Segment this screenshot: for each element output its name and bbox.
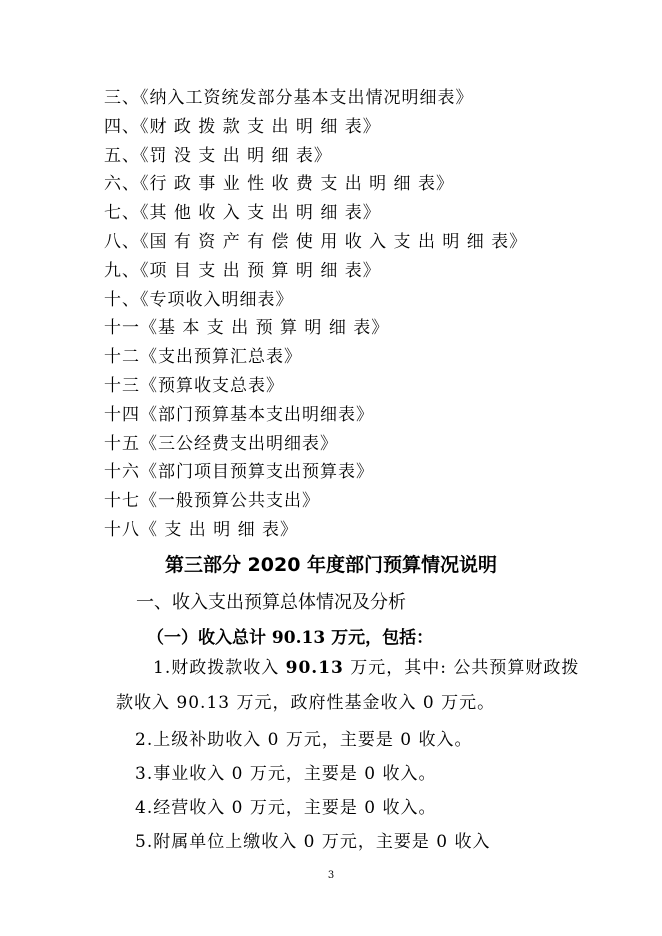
page-number: 3 bbox=[327, 870, 335, 881]
toc-item: 五、《罚 没 支 出 明 细 表》 bbox=[104, 145, 332, 166]
toc-item: 十一《基 本 支 出 预 算 明 细 表》 bbox=[104, 318, 390, 339]
paragraph-item-2: 2.上级补助收入 0 万元，主要是 0 收入。 bbox=[135, 730, 473, 750]
toc-item: 十五《三公经费支出明细表》 bbox=[104, 433, 338, 454]
item-1-suffix: 万元，其中: 公共预算财政拨 bbox=[343, 658, 580, 678]
paragraph-item-1-continued: 款收入 90.13 万元，政府性基金收入 0 万元。 bbox=[116, 693, 496, 713]
toc-item: 十三《预算收支总表》 bbox=[104, 375, 284, 396]
toc-item: 十四《部门预算基本支出明细表》 bbox=[104, 404, 374, 425]
subsection-title: （一）收入总计 90.13 万元，包括： bbox=[147, 628, 434, 648]
paragraph-item-4: 4.经营收入 0 万元，主要是 0 收入。 bbox=[135, 798, 437, 818]
item-1-prefix: 1.财政拨款收入 bbox=[153, 658, 286, 678]
toc-item: 九、《项 目 支 出 预 算 明 细 表》 bbox=[104, 260, 381, 281]
paragraph-item-5: 5.附属单位上缴收入 0 万元，主要是 0 收入 bbox=[135, 832, 491, 852]
toc-item: 十、《专项收入明细表》 bbox=[104, 289, 294, 310]
toc-item: 十二《支出预算汇总表》 bbox=[104, 347, 302, 368]
item-1-amount: 90.13 bbox=[285, 658, 344, 678]
paragraph-item-1 bbox=[153, 654, 579, 682]
paragraph-item-3: 3.事业收入 0 万元，主要是 0 收入。 bbox=[135, 764, 437, 784]
toc-item: 六、《行 政 事 业 性 收 费 支 出 明 细 表》 bbox=[104, 174, 454, 195]
toc-item: 十六《部门项目预算支出预算表》 bbox=[104, 462, 374, 483]
table-list bbox=[104, 84, 624, 545]
toc-item: 七、《其 他 收 入 支 出 明 细 表》 bbox=[104, 203, 381, 224]
toc-item: 八、《国 有 资 产 有 偿 使 用 收 入 支 出 明 细 表》 bbox=[104, 231, 528, 252]
toc-item: 十七《一般预算公共支出》 bbox=[104, 491, 320, 512]
toc-item: 十八《 支 出 明 细 表》 bbox=[104, 519, 299, 540]
part-title: 第三部分 2020 年度部门预算情况说明 bbox=[164, 554, 498, 576]
toc-item: 四、《财 政 拨 款 支 出 明 细 表》 bbox=[104, 116, 381, 137]
toc-item: 三、《纳入工资统发部分基本支出情况明细表》 bbox=[104, 88, 474, 108]
section-title: 一、收入支出预算总体情况及分析 bbox=[136, 592, 406, 613]
